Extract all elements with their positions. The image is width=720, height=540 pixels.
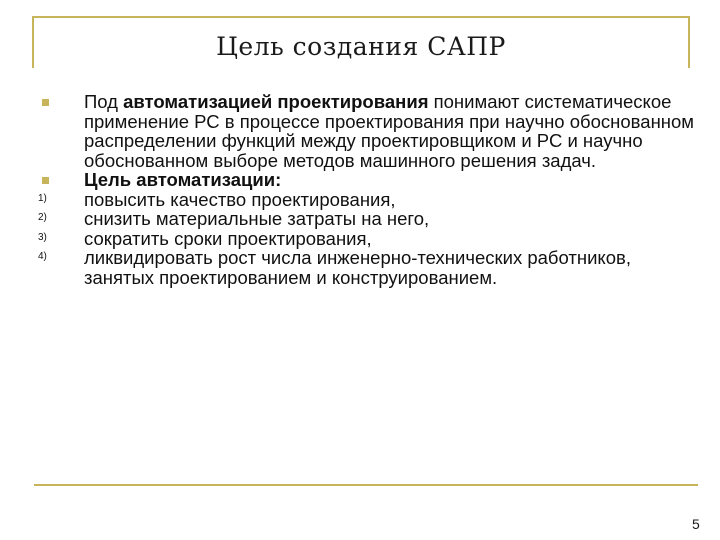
list-item-definition	[0, 92, 720, 170]
list-item-goal-4	[0, 248, 720, 287]
list-number: 4)	[38, 251, 47, 262]
page-number: 5	[692, 516, 700, 532]
frame-bottom-line	[34, 484, 698, 486]
list-number: 3)	[38, 231, 47, 243]
bullet-square-icon	[42, 99, 49, 106]
frame-top-line	[32, 16, 690, 18]
list-number: 2)	[38, 212, 47, 223]
bullet-square-icon	[42, 177, 49, 184]
goal-1-text: повысить качество проектирования,	[84, 188, 396, 210]
list-item-goal-heading	[0, 170, 720, 190]
goal-4-text: ликвидировать рост числа инженерно-технических работников, занятых проектированием и конструированием.	[84, 247, 631, 288]
frame-right-line	[688, 16, 690, 68]
slide-title: Цель создания САПР	[216, 32, 506, 61]
list-item-goal-2	[0, 209, 720, 229]
slide-content	[0, 92, 720, 287]
definition-text-end: понимают систематическое применение РС в процессе проектирования при научно обоснованном распределении функций между проектировщиком и РС и научно обоснованном выборе методов машинного решения задач.	[84, 91, 695, 171]
list-number: 1)	[38, 192, 47, 204]
definition-text-start: Под	[84, 91, 124, 112]
goal-3-text: сократить сроки проектирования,	[84, 227, 372, 249]
goal-heading: Цель автоматизации:	[84, 169, 282, 190]
list-item-goal-1	[0, 190, 720, 210]
goal-2-text: снизить материальные затраты на него,	[84, 208, 430, 229]
definition-term: автоматизацией проектирования	[123, 91, 429, 112]
list-item-goal-3	[0, 229, 720, 249]
